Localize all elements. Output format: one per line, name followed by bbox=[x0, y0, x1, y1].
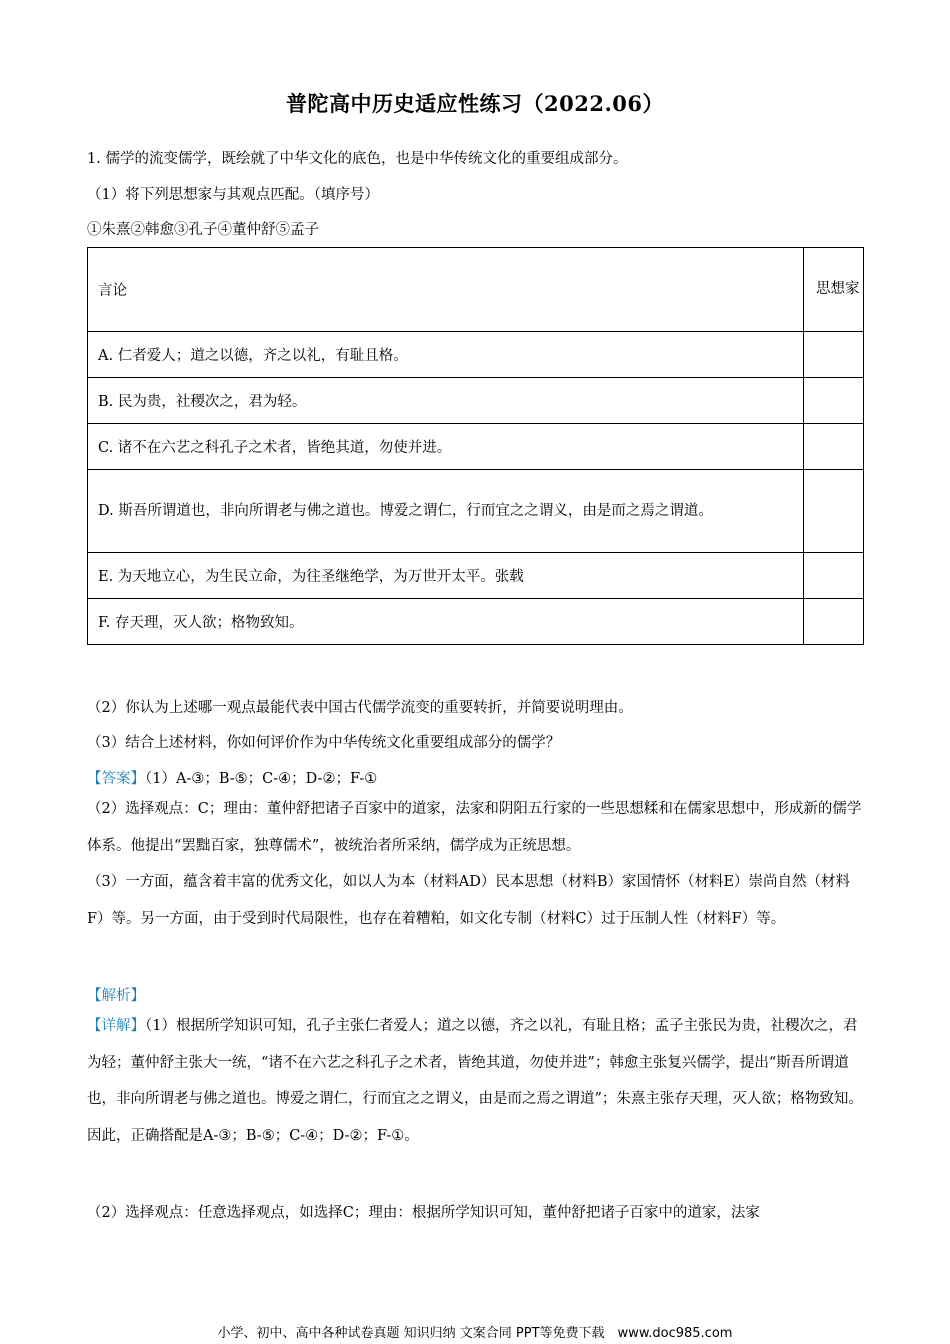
table-row bbox=[88, 599, 864, 645]
thinker-blank-f bbox=[804, 599, 864, 645]
thinker-blank-e bbox=[804, 553, 864, 599]
question-stem: 1. 儒学的流变儒学，既绘就了中华文化的底色，也是中华传统文化的重要组成部分。 bbox=[87, 151, 628, 167]
page-footer: 小学、初中、高中各种试卷真题 知识归纳 文案合同 PPT等免费下载 www.doc985.com bbox=[217, 1326, 733, 1341]
table-row bbox=[88, 424, 864, 470]
table-row bbox=[88, 378, 864, 424]
statement-d: D. 斯吾所谓道也，非向所谓老与佛之道也。博爱之谓仁，行而宜之之谓义，由是而之焉之谓道。 bbox=[88, 470, 804, 553]
answer-1-line bbox=[87, 767, 377, 788]
detail-label: 【详解】 bbox=[87, 1018, 145, 1034]
answer-label: 【答案】 bbox=[87, 771, 145, 787]
table-header-row bbox=[88, 248, 864, 332]
sub-question-2: （2）你认为上述哪一观点最能代表中国古代儒学流变的重要转折，并简要说明理由。 bbox=[87, 700, 633, 716]
page-title: 普陀高中历史适应性练习（2022.06） bbox=[286, 91, 664, 116]
analysis-label: 【解析】 bbox=[87, 988, 145, 1004]
matching-table bbox=[87, 247, 864, 645]
statement-a: A. 仁者爱人；道之以德，齐之以礼，有耻且格。 bbox=[88, 332, 804, 378]
table-row bbox=[88, 553, 864, 599]
table-row bbox=[88, 332, 864, 378]
sub-question-1: （1）将下列思想家与其观点匹配。（填序号） bbox=[87, 187, 379, 203]
statement-f: F. 存天理，灭人欲；格物致知。 bbox=[88, 599, 804, 645]
answer-2: （2）选择观点：C；理由：董仲舒把诸子百家中的道家，法家和阴阳五行家的一些思想糅和在儒家思想中，形成新的儒学体系。他提出“罢黜百家，独尊儒术”，被统治者所采纳，儒学成为正统思想。 bbox=[87, 801, 862, 854]
thinker-blank-a bbox=[804, 332, 864, 378]
header-statement: 言论 bbox=[88, 248, 804, 332]
statement-c: C. 诸不在六艺之科孔子之术者，皆绝其道，勿使并进。 bbox=[88, 424, 804, 470]
thinker-options: ①朱熹②韩愈③孔子④董仲舒⑤孟子 bbox=[87, 222, 319, 238]
answer-3: （3）一方面，蕴含着丰富的优秀文化，如以人为本（材料AD）民本思想（材料B）家国情怀（材料E）崇尚自然（材料F）等。另一方面，由于受到时代局限性，也存在着糟粕，如文化专制（材料C）过于压制人性（材料F）等。 bbox=[87, 874, 851, 927]
thinker-blank-c bbox=[804, 424, 864, 470]
statement-b: B. 民为贵，社稷次之，君为轻。 bbox=[88, 378, 804, 424]
thinker-blank-d bbox=[804, 470, 864, 553]
answer-1: （1）A-③；B-⑤；C-④；D-②；F-① bbox=[145, 771, 378, 787]
table-row bbox=[88, 470, 864, 553]
header-thinker: 思想家 bbox=[804, 248, 864, 332]
statement-e: E. 为天地立心，为生民立命，为往圣继绝学，为万世开太平。张载 bbox=[88, 553, 804, 599]
thinker-blank-b bbox=[804, 378, 864, 424]
detail-1: 【详解】（1）根据所学知识可知，孔子主张仁者爱人；道之以德，齐之以礼，有耻且格；孟子主张民为贵，社稷次之，君为轻；董仲舒主张大一统，“诸不在六艺之科孔子之术者，皆绝其道，勿使并进”；韩愈主张复兴儒学，提出“斯吾所谓道也，非向所谓老与佛之道也。博爱之谓仁，行而宜之之谓义，由是而之焉之谓道”；朱熹主张存天理，灭人欲；格物致知。因此，正确搭配是A-③；B-⑤；C-④；D-②；F-①。 bbox=[87, 1018, 863, 1144]
detail-2: （2）选择观点：任意选择观点，如选择C；理由：根据所学知识可知，董仲舒把诸子百家中的道家，法家 bbox=[87, 1205, 760, 1221]
sub-question-3: （3）结合上述材料，你如何评价作为中华传统文化重要组成部分的儒学？ bbox=[87, 735, 561, 751]
